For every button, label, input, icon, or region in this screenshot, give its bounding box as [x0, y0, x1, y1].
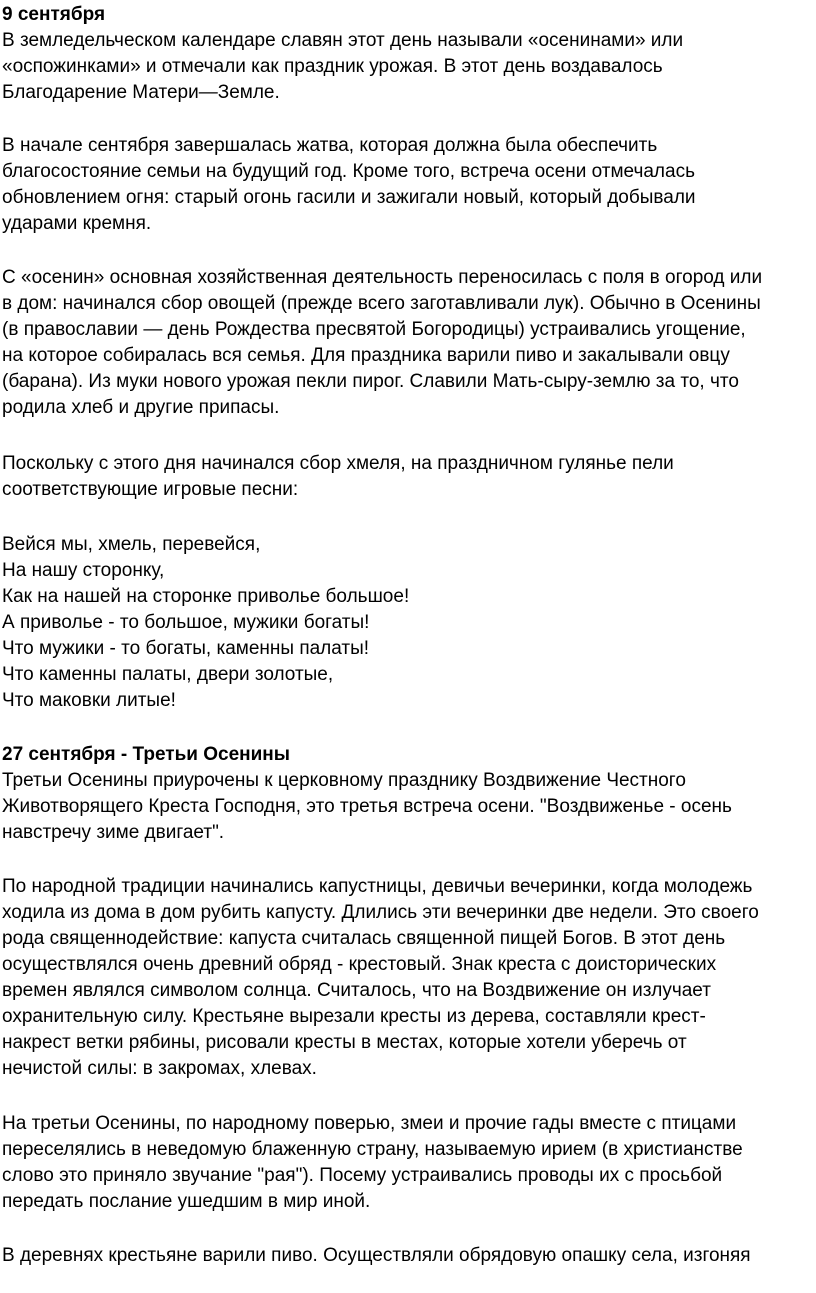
text-line: В земледельческом календаре славян этот день называли «осенинами» или — [2, 30, 684, 51]
song-line: Как на нашей на сторонке приволье большое! — [2, 586, 410, 607]
text-line: нечистой силы: в закромах, хлевах. — [2, 1058, 317, 1079]
text-line: ударами кремня. — [2, 213, 152, 234]
text-line: рода священнодействие: капуста считалась священной пищей Богов. В этот день — [2, 928, 726, 949]
song-line: Что каменны палаты, двери золотые, — [2, 664, 334, 685]
text-line: «оспожинками» и отмечали как праздник урожая. В этот день воздавалось — [2, 56, 663, 77]
text-line: передать послание ушедшим в мир иной. — [2, 1191, 371, 1212]
text-line: В начале сентября завершалась жатва, которая должна была обеспечить — [2, 135, 658, 156]
text-line: благосостояние семьи на будущий год. Кроме того, встреча осени отмечалась — [2, 161, 695, 182]
text-line: (в православии — день Рождества пресвятой Богородицы) устраивались угощение, — [2, 319, 746, 340]
text-line: Поскольку с этого дня начинался сбор хмеля, на праздничном гулянье пели — [2, 453, 674, 474]
text-line: времен являлся символом солнца. Считалось, что на Воздвижение он излучает — [2, 980, 711, 1001]
text-line: осуществлялся очень древний обряд - крестовый. Знак креста с доисторических — [2, 954, 717, 975]
text-line: На третьи Осенины, по народному поверью, змеи и прочие гады вместе с птицами — [2, 1113, 737, 1134]
text-line: родила хлеб и другие припасы. — [2, 397, 280, 418]
text-line: обновлением огня: старый огонь гасили и зажигали новый, который добывали — [2, 187, 696, 208]
text-line: навстречу зиме двигает". — [2, 822, 225, 843]
song-line: Что мужики - то богаты, каменны палаты! — [2, 638, 370, 659]
text-line: охранительную силу. Крестьяне вырезали кресты из дерева, составляли крест- — [2, 1006, 706, 1027]
text-line: По народной традиции начинались капустницы, девичьи вечеринки, когда молодежь — [2, 876, 753, 897]
text-line: соответствующие игровые песни: — [2, 479, 299, 500]
song-line: Вейся мы, хмель, перевейся, — [2, 534, 261, 555]
text-line: в дом: начинался сбор овощей (прежде всего заготавливали лук). Обычно в Осенины — [2, 293, 761, 314]
song-line: На нашу сторонку, — [2, 560, 165, 581]
text-line: слово это приняло звучание "рая"). Посему устраивались проводы их с просьбой — [2, 1165, 723, 1186]
song-line: А приволье - то большое, мужики богаты! — [2, 612, 370, 633]
section-heading-sept-27: 27 сентября - Третьи Осенины — [2, 744, 290, 765]
text-line: ходила из дома в дом рубить капусту. Длились эти вечеринки две недели. Это своего — [2, 902, 759, 923]
text-line: С «осенин» основная хозяйственная деятельность переносилась с поля в огород или — [2, 267, 763, 288]
text-line: Благодарение Матери—Земле. — [2, 82, 280, 103]
text-line: Третьи Осенины приурочены к церковному празднику Воздвижение Честного — [2, 770, 686, 791]
section-heading-sept-9: 9 сентября — [2, 4, 106, 25]
text-line: В деревнях крестьяне варили пиво. Осуществляли обрядовую опашку села, изгоняя — [2, 1245, 751, 1266]
text-line: на которое собиралась вся семья. Для праздника варили пиво и закалывали овцу — [2, 345, 730, 366]
text-line: Животворящего Креста Господня, это третья встреча осени. "Воздвиженье - осень — [2, 796, 732, 817]
song-line: Что маковки литые! — [2, 690, 176, 711]
text-line: переселялись в неведомую блаженную страну, называемую ирием (в христианстве — [2, 1139, 743, 1160]
text-line: (барана). Из муки нового урожая пекли пирог. Славили Мать-сыру-землю за то, что — [2, 371, 739, 392]
text-line: накрест ветки рябины, рисовали кресты в местах, которые хотели уберечь от — [2, 1032, 687, 1053]
